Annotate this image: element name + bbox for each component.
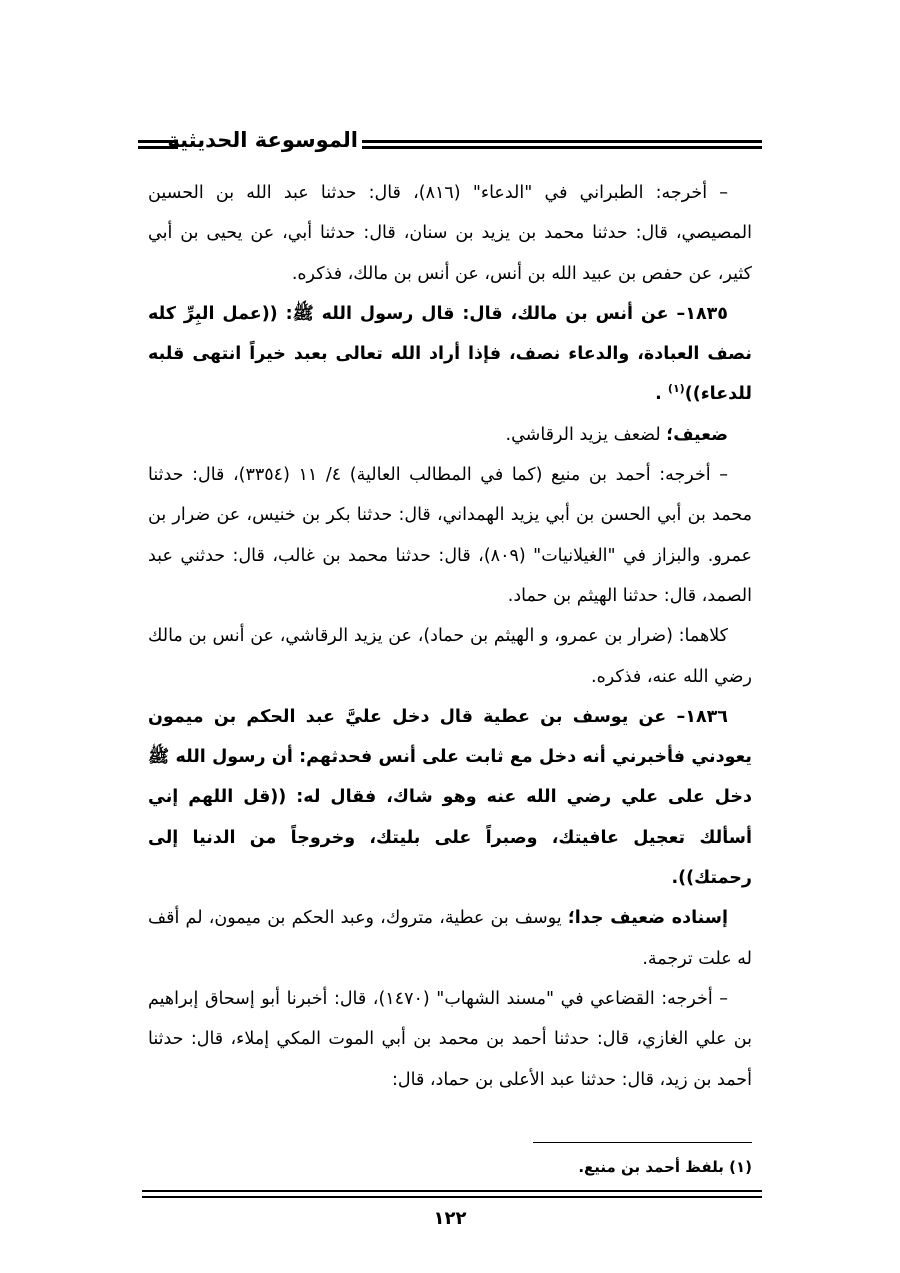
running-header bbox=[138, 126, 762, 162]
grading-text: لضعف يزيد الرقاشي. bbox=[505, 424, 667, 445]
header-title: الموسوعة الحديثية bbox=[167, 128, 358, 152]
grading-label: ضعيف؛ bbox=[666, 424, 728, 445]
header-rule-right-top bbox=[362, 140, 762, 143]
paragraph-text: – أخرجه: القضاعي في "مسند الشهاب" (١٤٧٠)، قال: أخبرنا أبو إسحاق إبراهيم بن علي الغازي، قال: حدثنا أحمد بن محمد بن أبي الموت المكي إملاء، قال: حدثنا أحمد بن زيد، قال: حدثنا عبد الأعلى بن حماد، قال: bbox=[148, 988, 752, 1090]
hadith-text: ١٨٣٥– عن أنس بن مالك، قال: قال رسول الله ﷺ: ((عمل البِرِّ كله نصف العبادة، والدعاء نصف، فإذا أراد الله تعالى بعبد خيراً انتهى قلبه للدعاء)) bbox=[148, 303, 752, 405]
grading-label: إسناده ضعيف جدا؛ bbox=[567, 908, 728, 929]
hadith-trail: . bbox=[655, 384, 668, 405]
footnote: (١) بلفظ أحمد بن منيع. bbox=[578, 1158, 752, 1176]
paragraph-takhrij-tabarani bbox=[148, 173, 752, 294]
grading-1836 bbox=[148, 898, 752, 979]
hadith-text: ١٨٣٦– عن يوسف بن عطية قال دخل عليَّ عبد الحكم بن ميمون يعودني فأخبرني أنه دخل مع ثابت على أنس فحدثهم: أن رسول الله ﷺ دخل على علي رضي الله عنه وهو شاك، فقال له: ((قل اللهم إني أسألك تعجيل عافيتك، وصبراً على بليتك، وخروجاً من الدنيا إلى رحمتك)). bbox=[148, 706, 752, 889]
header-rule-right-bottom bbox=[362, 146, 762, 149]
footer-rule-top bbox=[142, 1190, 762, 1192]
page-body bbox=[148, 173, 752, 1100]
paragraph-takhrij-ahmad bbox=[148, 455, 752, 616]
grading-text: يوسف بن عطية، متروك، وعبد الحكم بن ميمون، لم أقف له علت ترجمة. bbox=[148, 908, 752, 969]
paragraph-text: – أخرجه: الطبراني في "الدعاء" (٨١٦)، قال: حدثنا عبد الله بن الحسين المصيصي، قال: حدثنا محمد بن يزيد بن سنان، قال: حدثنا أبي، عن يحيى بن أبي كثير، عن حفص بن عبيد الله بن أنس، عن أنس بن مالك، فذكره. bbox=[148, 183, 752, 284]
paragraph-text: – أخرجه: أحمد بن منيع (كما في المطالب العالية) ٤/ ١١ (٣٣٥٤)، قال: حدثنا محمد بن أبي الحسن بن أبي يزيد الهمداني، قال: حدثنا بكر بن خنيس، عن ضرار بن عمرو. والبزاز في "الغيلانيات" (٨٠٩)، قال: حدثنا محمد بن غالب، قال: حدثني عبد الصمد، قال: حدثنا الهيثم بن حماد. bbox=[148, 465, 753, 606]
footnote-ref: (١) bbox=[667, 382, 685, 396]
hadith-1836 bbox=[148, 697, 752, 898]
hadith-1835 bbox=[148, 294, 752, 415]
paragraph-kilahuma bbox=[148, 616, 752, 697]
paragraph-takhrij-qudai bbox=[148, 979, 752, 1100]
footer-rule-bottom bbox=[142, 1196, 762, 1198]
page-number: ١٢٢ bbox=[433, 1208, 467, 1229]
grading-1835 bbox=[148, 415, 752, 455]
paragraph-text: كلاهما: (ضرار بن عمرو، و الهيثم بن حماد)، عن يزيد الرقاشي، عن أنس بن مالك رضي الله عنه، فذكره. bbox=[148, 626, 752, 687]
footnote-separator bbox=[533, 1142, 752, 1143]
